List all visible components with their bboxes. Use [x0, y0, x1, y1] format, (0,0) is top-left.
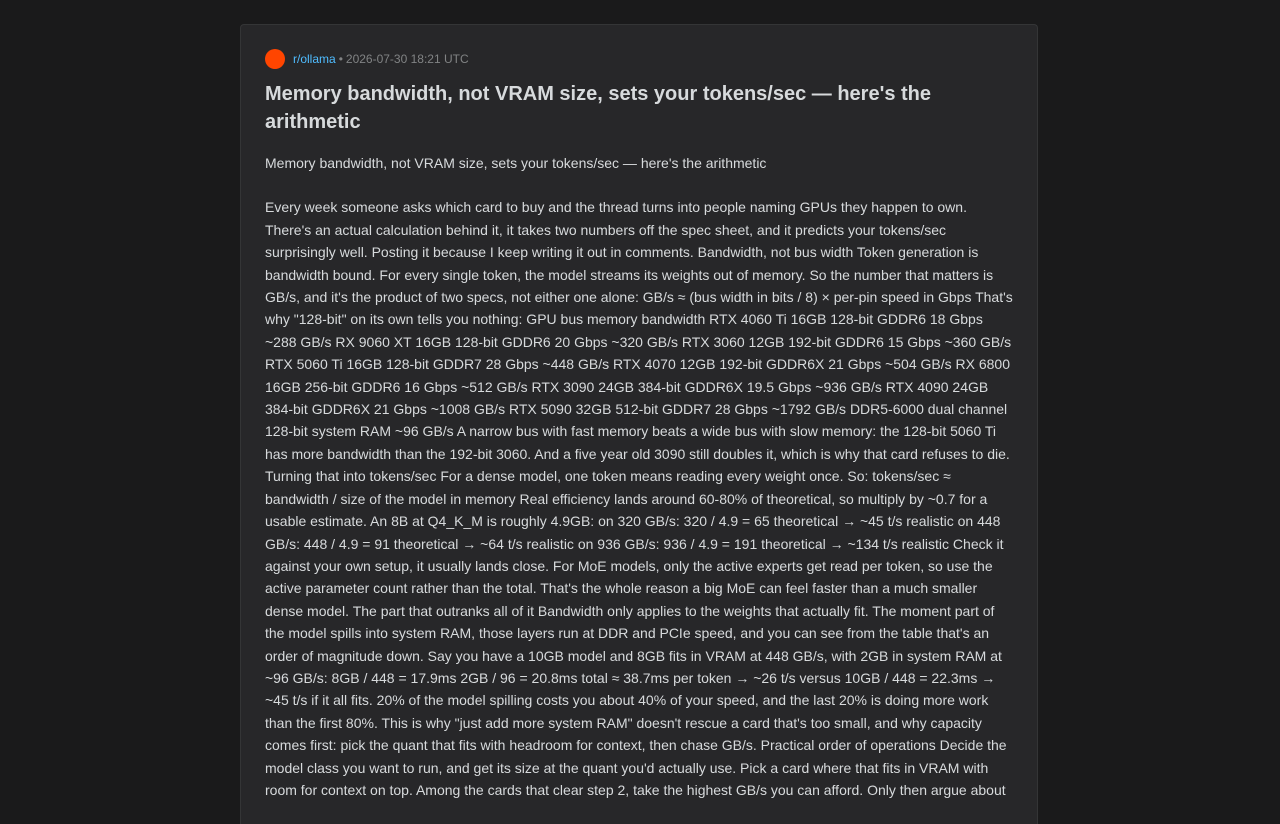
- post-body-first-line: Memory bandwidth, not VRAM size, sets your tokens/sec — here's the arithmetic: [265, 155, 767, 171]
- subreddit-avatar-icon[interactable]: [265, 49, 285, 69]
- post-body: [265, 152, 1013, 801]
- post-timestamp: 2026-07-30 18:21 UTC: [345, 52, 469, 66]
- post-title[interactable]: Memory bandwidth, not VRAM size, sets your tokens/sec — here's the arithmetic: [265, 83, 932, 133]
- post-card: [240, 24, 1038, 824]
- meta-separator: •: [338, 52, 343, 66]
- subreddit-link[interactable]: r/ollama: [293, 52, 336, 66]
- post-body-text: Every week someone asks which card to buy and the thread turns into people naming GPUs they happen to own. There's an actual calculation behind it, it takes two numbers off the spec sheet, and it predicts your tokens/sec surprisingly well. Posting it because I keep writing it out in comments. Bandwidth, not bus width Token generation is bandwidth bound. For every single token, the model streams its weights out of memory. So the number that matters is GB/s, and it's the product of two specs, not either one alone: GB/s ≈ (bus width in bits / 8) × per-pin speed in Gbps That's why "128-bit" on its own tells you nothing: GPU bus memory bandwidth RTX 4060 Ti 16GB 128-bit GDDR6 18 Gbps ~288 GB/s RX 9060 XT 16GB 128-bit GDDR6 20 Gbps ~320 GB/s RTX 3060 12GB 192-bit GDDR6 15 Gbps ~360 GB/s RTX 5060 Ti 16GB 128-bit GDDR7 28 Gbps ~448 GB/s RTX 4070 12GB 192-bit GDDR6X 21 Gbps ~504 GB/s RX 6800 16GB 256-bit GDDR6 16 Gbps ~512 GB/s RTX 3090 24GB 384-bit GDDR6X 19.5 Gbps ~936 GB/s RTX 4090 24GB 384-bit GDDR6X 21 Gbps ~1008 GB/s RTX 5090 32GB 512-bit GDDR7 28 Gbps ~1792 GB/s DDR5-6000 dual channel 128-bit system RAM ~96 GB/s A narrow bus with fast memory beats a wide bus with slow memory: the 128-bit 5060 Ti has more bandwidth than the 192-bit 3060. And a five year old 3090 still doubles it, which is why that card refuses to die. Turning that into tokens/sec For a dense model, one token means reading every weight once. So: tokens/sec ≈ bandwidth / size of the model in memory Real efficiency lands around 60-80% of theoretical, so multiply by ~0.7 for a usable estimate. An 8B at Q4_K_M is roughly 4.9GB: on 320 GB/s: 320 / 4.9 = 65 theoretical → ~45 t/s realistic on 448 GB/s: 448 / 4.9 = 91 theoretical → ~64 t/s realistic on 936 GB/s: 936 / 4.9 = 191 theoretical → ~134 t/s realistic Check it against your own setup, it usually lands close. For MoE models, only the active experts get read per token, so use the active parameter count rather than the total. That's the whole reason a big MoE can feel faster than a much smaller dense model. The part that outranks all of it Bandwidth only applies to the weights that actually fit. The moment part of the model spills into system RAM, those layers run at DDR and PCIe speed, and you can see from the table that's an order of magnitude down. Say you have a 10GB model and 8GB fits in VRAM at 448 GB/s, with 2GB in system RAM at ~96 GB/s: 8GB / 448 = 17.9ms 2GB / 96 = 20.8ms total ≈ 38.7ms per token → ~26 t/s versus 10GB / 448 = 22.3ms → ~45 t/s if it all fits. 20% of the model spilling costs you about 40% of your speed, and the last 20% is doing more work than the first 80%. This is why "just add more system RAM" doesn't rescue a card that's too small, and why capacity comes first: pick the quant that fits with headroom for context, then chase GB/s. Practical order of operations Decide the model class you want to run, and get its size at the quant you'd actually use. Pick a card where that fits in VRAM with room for context on top. Among the cards that clear step 2, take the highest GB/s you can afford. Only then argue about: [265, 199, 1013, 798]
- post-meta: [265, 49, 1013, 69]
